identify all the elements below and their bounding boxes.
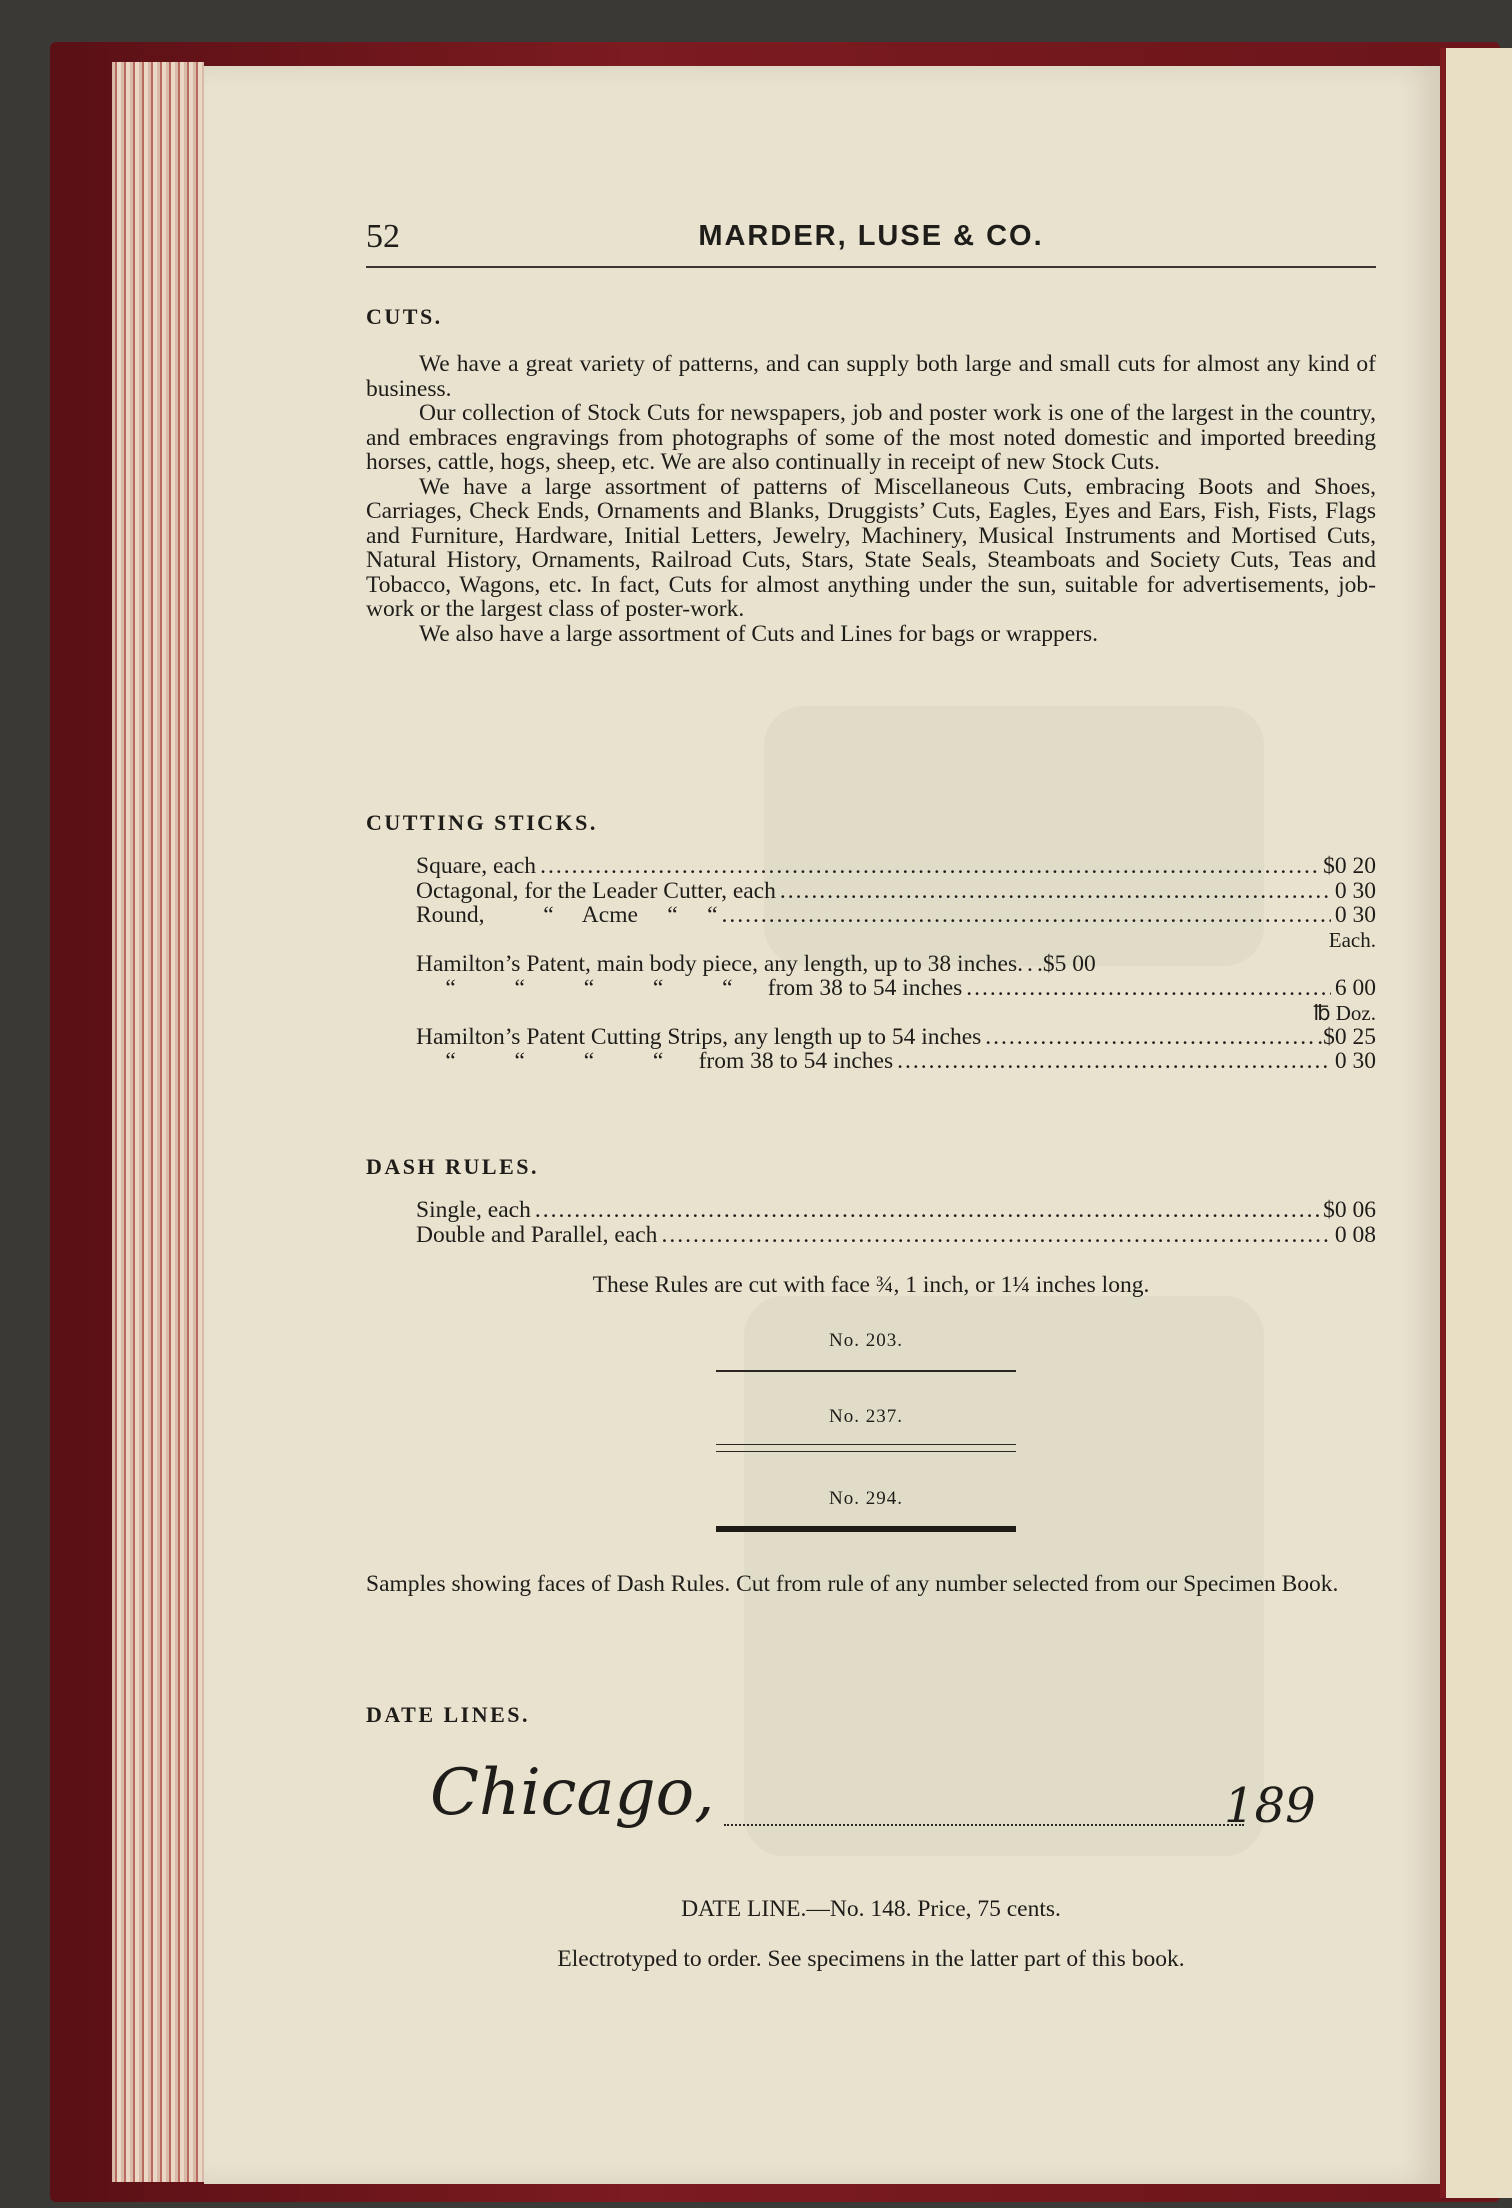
cutting-sticks-heading: CUTTING STICKS. (366, 810, 598, 835)
price-row (416, 952, 1376, 977)
price-row (416, 1049, 1376, 1074)
page-number: 52 (366, 218, 400, 255)
rule-sample-double (716, 1444, 1016, 1452)
rule-sample-label: No. 294. (829, 1488, 903, 1509)
price-row (416, 1223, 1376, 1248)
price-label: “ “ “ “ “ from 38 to 54 inches (416, 975, 963, 1001)
price-value: 0 30 (1334, 877, 1376, 904)
date-lines-heading: DATE LINES. (366, 1702, 531, 1727)
price-label: Single, each (416, 1197, 531, 1223)
price-value: 0 08 (1334, 1221, 1376, 1248)
caption-text: Samples showing faces of Dash Rules. Cut from rule of any number selected from our Specimen Book. (366, 1571, 1339, 1597)
price-value: 0 30 (1334, 1048, 1376, 1074)
price-value: $0 20 (1323, 853, 1376, 879)
dot-leader (722, 903, 1331, 928)
facing-page-edge (1440, 48, 1512, 2198)
price-value: 0 30 (1334, 902, 1376, 928)
dot-leader (966, 976, 1331, 1001)
date-line-dotted-rule (724, 1824, 1244, 1826)
date-line-city-script: Chicago, (430, 1756, 715, 1830)
cuts-paragraph: Our collection of Stock Cuts for newspapers, job and poster work is one of the largest in the country, and embraces engravings from photographs of some of the most noted domestic and imported breeding horses, cattle, hogs, sheep, etc. We are also continually in receipt of new Stock Cuts. (366, 400, 1376, 475)
price-label: Double and Parallel, each (416, 1221, 658, 1248)
rule-sample-single (716, 1370, 1016, 1372)
date-line-caption: DATE LINE.—No. 148. Price, 75 cents. (681, 1896, 1061, 1922)
dash-rules-caption (366, 1568, 1376, 1600)
unit-note: ℔ Doz. (1313, 1000, 1376, 1025)
book-page (204, 66, 1440, 2184)
date-line-year-script: 189 (1224, 1778, 1316, 1834)
price-row (416, 903, 1376, 928)
price-row (416, 976, 1376, 1001)
rule-sample-label: No. 237. (829, 1406, 903, 1427)
page-edges (112, 62, 204, 2182)
dot-leader (1027, 952, 1033, 977)
cuts-paragraph: We have a large assortment of patterns of Miscellaneous Cuts, embracing Boots and Shoes, Carriages, Check Ends, Ornaments and Blanks, Druggists’ Cuts, Eagles, Eyes and Ears, Fish, Fists, Flags and Furniture, Hardware, Initial Letters, Jewelry, Machinery, Musical Instruments and Mortised Cuts, Natural History, Ornaments, Railroad Cuts, Stars, State Seals, Steamboats and Society Cuts, Teas and Tobacco, Wagons, etc. In fact, Cuts for almost anything under the sun, suitable for advertisements, job-work or the largest class of poster-work. (366, 473, 1376, 622)
price-value: .$0 25 (1317, 1023, 1376, 1050)
dot-leader (661, 1223, 1330, 1248)
price-label: Octagonal, for the Leader Cutter, each (416, 877, 776, 904)
date-line-footer: Electrotyped to order. See specimens in the latter part of this book. (557, 1946, 1185, 1972)
cuts-heading: CUTS. (366, 304, 443, 329)
rule-sample-label: No. 203. (829, 1330, 903, 1351)
page-header (366, 210, 1376, 268)
dot-leader (535, 1198, 1319, 1223)
price-label: Square, each (416, 853, 537, 879)
dot-leader (540, 854, 1319, 879)
cutting-sticks-prices (416, 854, 1376, 1074)
price-row (416, 879, 1376, 904)
price-row (416, 1025, 1376, 1050)
price-value: $0 06 (1323, 1197, 1376, 1223)
dot-leader (985, 1025, 1313, 1050)
dot-leader (780, 879, 1331, 904)
price-label: Hamilton’s Patent, main body piece, any length, up to 38 inches. (416, 950, 1023, 977)
price-value: 6 00 (1334, 975, 1376, 1001)
price-value: .$5 00 (1036, 950, 1096, 977)
cuts-paragraph: We also have a large assortment of Cuts and Lines for bags or wrappers. (419, 620, 1098, 647)
cuts-paragraph: We have a great variety of patterns, and can supply both large and small cuts for almost any kind of business. (366, 351, 1376, 402)
dash-rules-note: These Rules are cut with face ¾, 1 inch, or 1¼ inches long. (592, 1272, 1150, 1298)
rule-sample-heavy (716, 1526, 1016, 1532)
price-label: Hamilton’s Patent Cutting Strips, any length up to 54 inches (416, 1023, 982, 1050)
unit-note: Each. (1328, 927, 1376, 952)
dash-rules-prices (416, 1198, 1376, 1247)
price-row (416, 854, 1376, 879)
running-title: MARDER, LUSE & CO. (698, 220, 1044, 252)
price-row (416, 1198, 1376, 1223)
price-label: “ “ “ “ from 38 to 54 inches (416, 1048, 894, 1074)
dot-leader (897, 1049, 1331, 1074)
price-label: Round, “ Acme “ “ (416, 902, 718, 928)
dash-rules-heading: DASH RULES. (366, 1154, 539, 1179)
cuts-body (366, 352, 1376, 646)
